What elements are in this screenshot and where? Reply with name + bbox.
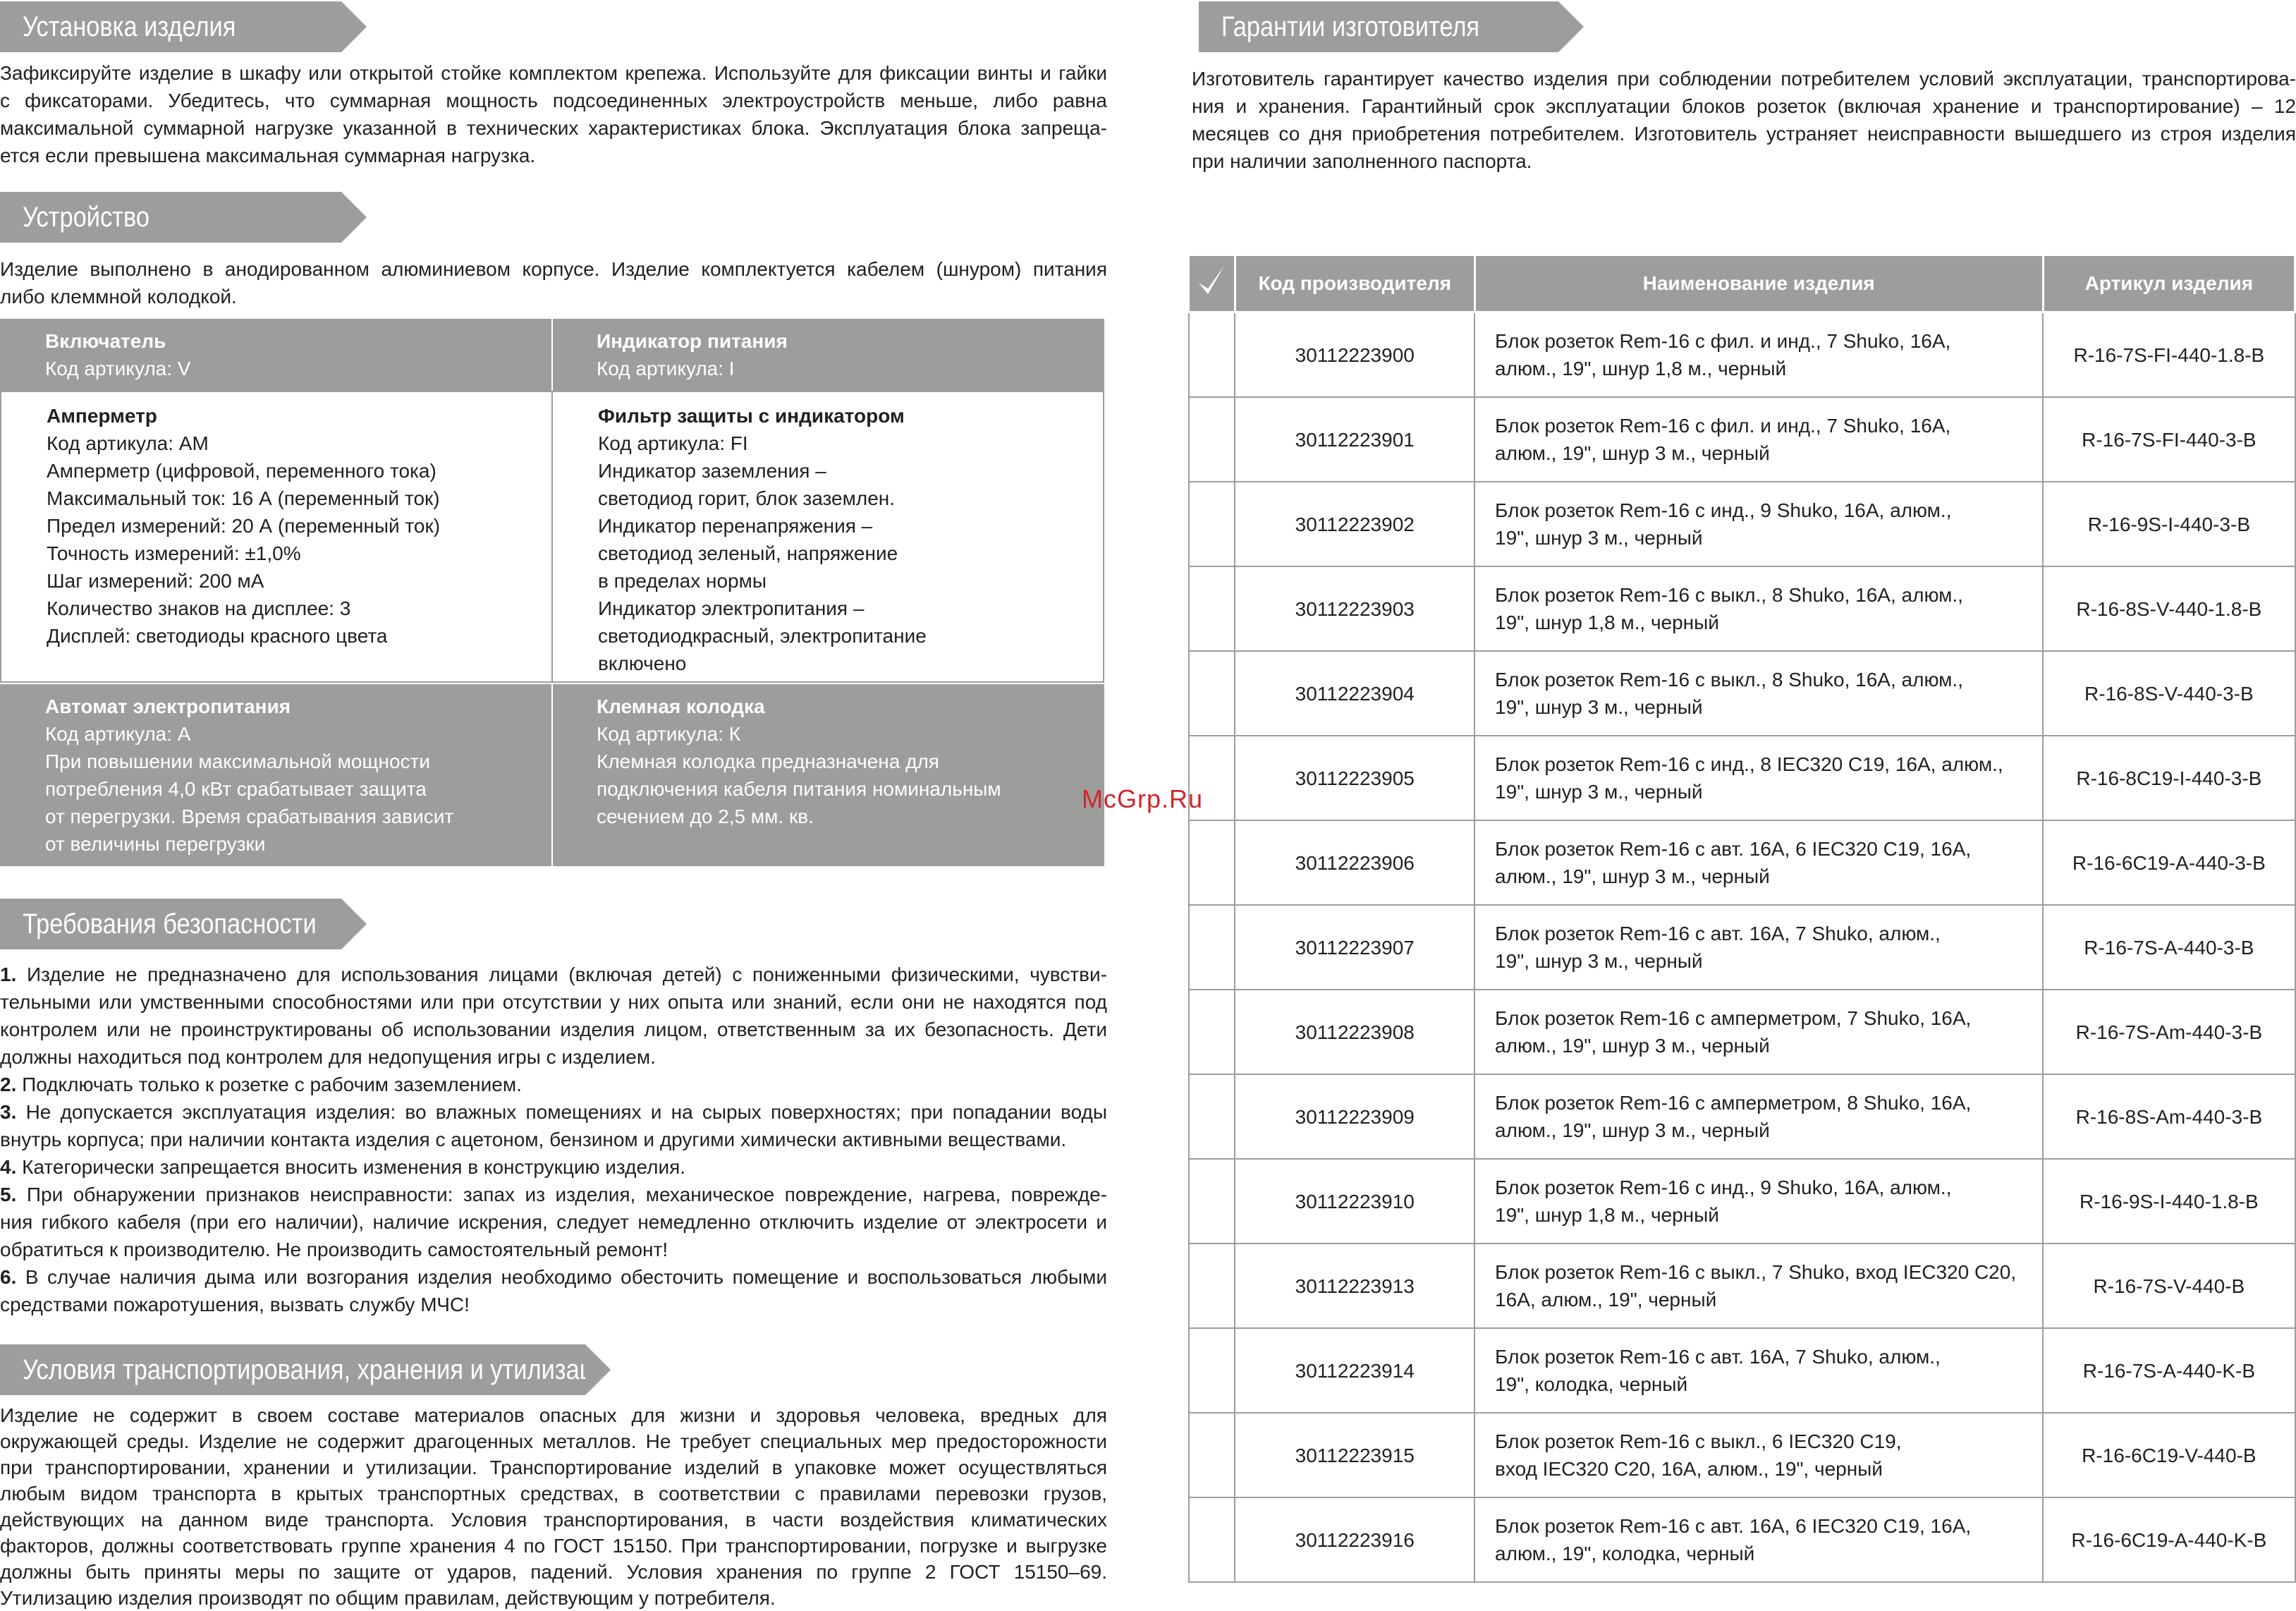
name-cell — [1474, 397, 2043, 482]
table-row — [1189, 397, 2295, 482]
name-line: алюм., 19", шнур 1,8 м., черный — [1495, 358, 1787, 379]
transport-line: действующих на данном виде транспорта. Условия транспортирования, в части воздействия климатических — [0, 1509, 1107, 1531]
feature-line: подключения кабеля питания номинальным — [597, 778, 1001, 800]
table-body — [1189, 312, 2295, 1583]
article-cell: R-16-6C19-A-440-3-B — [2043, 820, 2295, 905]
warranty-line: ния и хранения. Гарантийный срок эксплуатации блоков розеток (включая хранение и транспортирование) – 12 — [1192, 95, 2296, 117]
feature-line: Предел измерений: 20 А (переменный ток) — [47, 515, 441, 537]
installation-line: с фиксаторами. Убедитесь, что суммарная мощность подсоединенных электроустройств меньше, либо равна — [0, 90, 1107, 111]
name-cell — [1474, 990, 2043, 1074]
feature-line: Код артикула: К — [597, 723, 741, 745]
code-cell: 30112223910 — [1235, 1159, 1474, 1244]
code-cell: 30112223913 — [1235, 1244, 1474, 1328]
feature-title: Амперметр — [47, 405, 157, 427]
name-line: Блок розеток Rem-16 с амперметром, 8 Shuko, 16A, — [1495, 1092, 1972, 1114]
table-row — [1189, 566, 2295, 651]
table-row — [1189, 1497, 2295, 1582]
table-row — [1189, 482, 2295, 566]
warranty-line: Изготовитель гарантирует качество изделия при соблюдении потребителем условий эксплуатации, транспортирова- — [1192, 68, 2296, 90]
device-line: либо клеммной колодкой. — [0, 286, 237, 308]
safety-line: средствами пожаротушения, вызвать службу МЧС! — [0, 1294, 470, 1315]
article-cell: R-16-6C19-V-440-B — [2043, 1413, 2295, 1497]
feature-line: Код артикула: V — [45, 358, 191, 379]
feature-line: Индикатор электропитания – — [598, 597, 865, 619]
feature-line: Код артикула: FI — [598, 432, 748, 454]
feature-filter — [551, 391, 1104, 683]
feature-switch — [0, 319, 551, 391]
safety-item-number: 5. — [0, 1184, 17, 1205]
name-line: алюм., 19", шнур 3 м., черный — [1495, 865, 1770, 887]
transport-line: должны быть приняты меры по защите от ударов, падений. Условия хранения по группе 2 ГОСТ 15150–69. — [0, 1561, 1107, 1583]
name-line: 19", шнур 1,8 м., черный — [1495, 1204, 1719, 1226]
name-line: алюм., 19", шнур 3 м., черный — [1495, 1119, 1770, 1141]
feature-line: Клемная колодка предназначена для — [597, 750, 939, 772]
table-row — [1189, 736, 2295, 820]
name-cell — [1474, 820, 2043, 905]
table-row — [1189, 990, 2295, 1074]
feature-line: Дисплей: светодиоды красного цвета — [47, 625, 388, 647]
safety-item-number: 1. — [0, 963, 17, 985]
name-line: 19", шнур 3 м., черный — [1495, 950, 1703, 972]
name-line: Блок розеток Rem-16 с выкл., 8 Shuko, 16A, алюм., — [1495, 669, 1963, 691]
checkbox-cell[interactable] — [1189, 1413, 1235, 1497]
checkbox-cell[interactable] — [1189, 1497, 1235, 1582]
name-line: Блок розеток Rem-16 с выкл., 8 Shuko, 16A, алюм., — [1495, 584, 1963, 606]
product-table — [1187, 254, 2296, 1583]
feature-line: включено — [598, 652, 687, 674]
checkbox-cell[interactable] — [1189, 905, 1235, 990]
table-header-row — [1189, 255, 2295, 312]
name-line: Блок розеток Rem-16 с фил. и инд., 7 Shuko, 16A, — [1495, 415, 1951, 437]
transport-header: Условия транспортирования, хранения и утилизации — [0, 1344, 585, 1395]
feature-title: Включатель — [45, 330, 166, 352]
name-cell — [1474, 566, 2043, 651]
code-cell: 30112223900 — [1235, 312, 1474, 398]
name-line: алюм., 19", колодка, черный — [1495, 1543, 1755, 1564]
feature-line: Код артикула: AM — [47, 432, 209, 454]
name-cell — [1474, 1074, 2043, 1159]
feature-line: Код артикула: А — [45, 723, 191, 745]
code-cell: 30112223916 — [1235, 1497, 1474, 1582]
name-cell — [1474, 905, 2043, 990]
installation-line: Зафиксируйте изделие в шкафу или открытой стойке комплектом крепежа. Используйте для фиксации винты и гайки — [0, 62, 1107, 84]
column-header-name: Наименование изделия — [1474, 255, 2043, 312]
table-row — [1189, 1159, 2295, 1244]
feature-line: Количество знаков на дисплее: 3 — [47, 597, 351, 619]
column-header-article: Артикул изделия — [2043, 255, 2295, 312]
checkbox-cell[interactable] — [1189, 312, 1235, 398]
device-header: Устройство — [0, 192, 341, 243]
article-cell: R-16-7S-FI-440-3-B — [2043, 397, 2295, 482]
watermark: McGrp.Ru — [1082, 784, 1204, 813]
safety-line: обратиться к производителю. Не производить самостоятельный ремонт! — [0, 1239, 668, 1260]
installation-text — [0, 59, 1107, 169]
checkbox-cell[interactable] — [1189, 1244, 1235, 1328]
code-cell: 30112223902 — [1235, 482, 1474, 566]
checkbox-cell[interactable] — [1189, 482, 1235, 566]
name-line: Блок розеток Rem-16 с авт. 16А, 7 Shuko, алюм., — [1495, 1346, 1941, 1368]
table-row — [1189, 1413, 2295, 1497]
safety-line: ния гибкого кабеля (при его наличии), наличие искрения, следует немедленно отключить изделие от электросети и — [0, 1211, 1107, 1233]
code-cell: 30112223907 — [1235, 905, 1474, 990]
name-line: Блок розеток Rem-16 с инд., 9 Shuko, 16A, алюм., — [1495, 499, 1952, 521]
feature-terminal — [553, 684, 1104, 866]
feature-line: от величины перегрузки — [45, 833, 266, 855]
feature-title: Клемная колодка — [597, 695, 765, 717]
safety-item-text: В случае наличия дыма или возгорания изделия необходимо обесточить помещение и воспользоваться любыми — [25, 1266, 1108, 1288]
installation-header: Установка изделия — [0, 1, 341, 52]
code-cell: 30112223914 — [1235, 1328, 1474, 1413]
article-cell: R-16-7S-FI-440-1.8-B — [2043, 312, 2295, 398]
feature-line: светодиодкрасный, электропитание — [598, 625, 927, 647]
device-text — [0, 255, 1107, 310]
safety-line: должны находиться под контролем для недопущения игры с изделием. — [0, 1046, 656, 1068]
article-cell: R-16-7S-Am-440-3-B — [2043, 990, 2295, 1074]
feature-title: Фильтр защиты с индикатором — [598, 405, 905, 427]
name-line: вход IEC320 C20, 16A, алюм., 19", черный — [1495, 1458, 1883, 1480]
features-grid — [0, 319, 1104, 866]
transport-line: факторов, должны соответствовать группе хранения 4 по ГОСТ 15150. При транспортировании, погрузке и выгрузке — [0, 1535, 1107, 1557]
table-row — [1189, 1244, 2295, 1328]
table-row — [1189, 1328, 2295, 1413]
name-line: алюм., 19", шнур 3 м., черный — [1495, 1035, 1770, 1057]
safety-item-number: 4. — [0, 1156, 17, 1178]
name-line: Блок розеток Rem-16 с выкл., 7 Shuko, вход IEC320 C20, — [1495, 1261, 2017, 1283]
table-row — [1189, 651, 2295, 736]
article-cell: R-16-8S-V-440-3-B — [2043, 651, 2295, 736]
feature-line: сечением до 2,5 мм. кв. — [597, 806, 814, 827]
feature-indicator — [553, 319, 1104, 391]
feature-line: светодиод горит, блок заземлен. — [598, 487, 896, 509]
name-cell — [1474, 651, 2043, 736]
safety-line — [0, 1098, 1107, 1126]
checkbox-cell[interactable] — [1189, 1074, 1235, 1159]
code-cell: 30112223915 — [1235, 1413, 1474, 1497]
article-cell: R-16-7S-A-440-K-B — [2043, 1328, 2295, 1413]
code-cell: 30112223909 — [1235, 1074, 1474, 1159]
feature-line: Код артикула: I — [597, 358, 735, 379]
safety-item-text: Категорически запрещается вносить изменения в конструкцию изделия. — [22, 1156, 686, 1178]
table-row — [1189, 312, 2295, 398]
name-line: Блок розеток Rem-16 с выкл., 6 IEC320 C19, — [1495, 1430, 1902, 1452]
feature-line: Индикатор заземления – — [598, 460, 826, 482]
transport-line: при транспортировании, хранении и утилизации. Транспортирование изделий в упаковке может осуществляться — [0, 1457, 1107, 1478]
article-cell: R-16-8S-Am-440-3-B — [2043, 1074, 2295, 1159]
checkbox-cell[interactable] — [1189, 990, 1235, 1074]
name-cell — [1474, 1159, 2043, 1244]
safety-line — [0, 1181, 1107, 1208]
name-line: 19", шнур 1,8 м., черный — [1495, 612, 1719, 633]
article-cell: R-16-8C19-I-440-3-B — [2043, 736, 2295, 820]
article-cell: R-16-7S-A-440-3-B — [2043, 905, 2295, 990]
checkmark-icon — [1196, 262, 1227, 301]
name-line: 19", шнур 3 м., черный — [1495, 781, 1703, 803]
safety-item-number: 3. — [0, 1101, 17, 1123]
article-cell: R-16-6C19-A-440-K-B — [2043, 1497, 2295, 1582]
checkbox-cell[interactable] — [1189, 566, 1235, 651]
feature-line: Точность измерений: ±1,0% — [47, 542, 301, 564]
name-line: алюм., 19", шнур 3 м., черный — [1495, 442, 1770, 464]
column-header-code: Код производителя — [1235, 255, 1474, 312]
name-line: 19", шнур 3 м., черный — [1495, 527, 1703, 549]
name-line: Блок розеток Rem-16 с инд., 9 Shuko, 16A, алюм., — [1495, 1177, 1952, 1198]
installation-line: ется если превышена максимальная суммарная нагрузка. — [0, 145, 536, 166]
name-line: 19", шнур 3 м., черный — [1495, 696, 1703, 718]
feature-title: Автомат электропитания — [45, 695, 291, 717]
safety-list — [0, 961, 1107, 1318]
safety-line — [0, 1071, 1107, 1098]
article-cell: R-16-9S-I-440-3-B — [2043, 482, 2295, 566]
transport-text — [0, 1402, 1107, 1611]
article-cell: R-16-7S-V-440-B — [2043, 1244, 2295, 1328]
feature-line: Максимальный ток: 16 А (переменный ток) — [47, 487, 440, 509]
transport-line: Изделие не содержит в своем составе материалов опасных для жизни и здоровья человека, вредных для — [0, 1404, 1107, 1426]
safety-item-number: 6. — [0, 1266, 17, 1288]
article-cell: R-16-9S-I-440-1.8-B — [2043, 1159, 2295, 1244]
feature-line: Индикатор перенапряжения – — [598, 515, 873, 537]
installation-line: максимальной суммарной нагрузке указанной в технических характеристиках блока. Эксплуатация блока запреща- — [0, 117, 1107, 139]
safety-line — [0, 1263, 1107, 1291]
feature-line: в пределах нормы — [598, 570, 767, 592]
feature-line: светодиод зеленый, напряжение — [598, 542, 898, 564]
safety-line: внутрь корпуса; при наличии контакта изделия с ацетоном, бензином и другими химически активными веществами. — [0, 1129, 1067, 1150]
table-row — [1189, 1074, 2295, 1159]
code-cell: 30112223901 — [1235, 397, 1474, 482]
feature-line: потребления 4,0 кВт срабатывает защита — [45, 778, 427, 800]
safety-line — [0, 1153, 1107, 1181]
name-line: Блок розеток Rem-16 с инд., 8 IEC320 C19, 16A, алюм., — [1495, 753, 2003, 775]
code-cell: 30112223908 — [1235, 990, 1474, 1074]
safety-item-number: 2. — [0, 1074, 17, 1095]
safety-line: контролем или не проинструктированы об использовании изделия лицом, ответственным за их безопасность. Дети — [0, 1019, 1107, 1040]
checkbox-cell[interactable] — [1189, 397, 1235, 482]
feature-line: от перегрузки. Время срабатывания зависит — [45, 806, 454, 827]
checkbox-cell[interactable] — [1189, 651, 1235, 736]
safety-item-text: Не допускается эксплуатация изделия: во влажных помещениях и на сырых поверхностях; при попадании воды — [25, 1101, 1107, 1123]
name-cell — [1474, 312, 2043, 398]
name-cell — [1474, 1413, 2043, 1497]
warranty-text — [1192, 65, 2296, 175]
checkbox-cell[interactable] — [1189, 1328, 1235, 1413]
table-row — [1189, 820, 2295, 905]
transport-line: любым видом транспорта в крытых транспортных средствах, в соответствии с правилами перевозки грузов, — [0, 1483, 1107, 1504]
feature-line: При повышении максимальной мощности — [45, 750, 430, 772]
name-line: Блок розеток Rem-16 с амперметром, 7 Shuko, 16A, — [1495, 1007, 1972, 1029]
code-cell: 30112223906 — [1235, 820, 1474, 905]
code-cell: 30112223905 — [1235, 736, 1474, 820]
name-cell — [1474, 482, 2043, 566]
feature-breaker — [0, 684, 551, 866]
table-row — [1189, 905, 2295, 990]
name-line: Блок розеток Rem-16 с авт. 16А, 6 IEC320 C19, 16A, — [1495, 838, 1972, 860]
device-line: Изделие выполнено в анодированном алюминиевом корпусе. Изделие комплектуется кабелем (шнуром) питания — [0, 258, 1107, 280]
check-header — [1189, 255, 1235, 312]
name-line: Блок розеток Rem-16 с авт. 16А, 6 IEC320 C19, 16A, — [1495, 1515, 1972, 1537]
article-cell: R-16-8S-V-440-1.8-B — [2043, 566, 2295, 651]
feature-line: Амперметр (цифровой, переменного тока) — [47, 460, 436, 482]
name-cell — [1474, 736, 2043, 820]
feature-title: Индикатор питания — [597, 330, 788, 352]
feature-ammeter — [0, 391, 553, 683]
name-line: Блок розеток Rem-16 с авт. 16А, 7 Shuko, алюм., — [1495, 923, 1941, 944]
safety-item-text: Подключать только к розетке с рабочим заземлением. — [22, 1074, 522, 1095]
name-cell — [1474, 1328, 2043, 1413]
code-cell: 30112223904 — [1235, 651, 1474, 736]
warranty-header: Гарантии изготовителя — [1199, 1, 1558, 52]
checkbox-cell[interactable] — [1189, 1159, 1235, 1244]
safety-header: Требования безопасности — [0, 899, 341, 949]
transport-line: окружающей среды. Изделие не содержит драгоценных металлов. Не требует специальных мер предосторожности — [0, 1430, 1107, 1452]
safety-line — [0, 961, 1107, 988]
name-cell — [1474, 1497, 2043, 1582]
transport-line: Утилизацию изделия производят по общим правилам, действующим у потребителя. — [0, 1587, 776, 1609]
code-cell: 30112223903 — [1235, 566, 1474, 651]
name-line: 16А, алюм., 19", черный — [1495, 1289, 1717, 1311]
name-line: Блок розеток Rem-16 с фил. и инд., 7 Shuko, 16A, — [1495, 330, 1951, 352]
feature-line: Шаг измерений: 200 мА — [47, 570, 264, 592]
warranty-line: месяцев со дня приобретения потребителем. Изготовитель устраняет неисправности вышедшего из строя изделия — [1192, 123, 2296, 145]
name-line: 19", колодка, черный — [1495, 1373, 1688, 1395]
warranty-line: при наличии заполненного паспорта. — [1192, 150, 1532, 172]
name-cell — [1474, 1244, 2043, 1328]
safety-item-text: Изделие не предназначено для использования лицами (включая детей) с пониженными физическими, чувстви- — [26, 963, 1108, 985]
checkbox-cell[interactable] — [1189, 820, 1235, 905]
safety-line: тельными или умственными способностями или при отсутствии у них опыта или знаний, если они не находятся под — [0, 991, 1107, 1013]
safety-item-text: При обнаружении признаков неисправности: запах из изделия, механическое повреждение, нагрева, поврежде- — [26, 1184, 1108, 1205]
